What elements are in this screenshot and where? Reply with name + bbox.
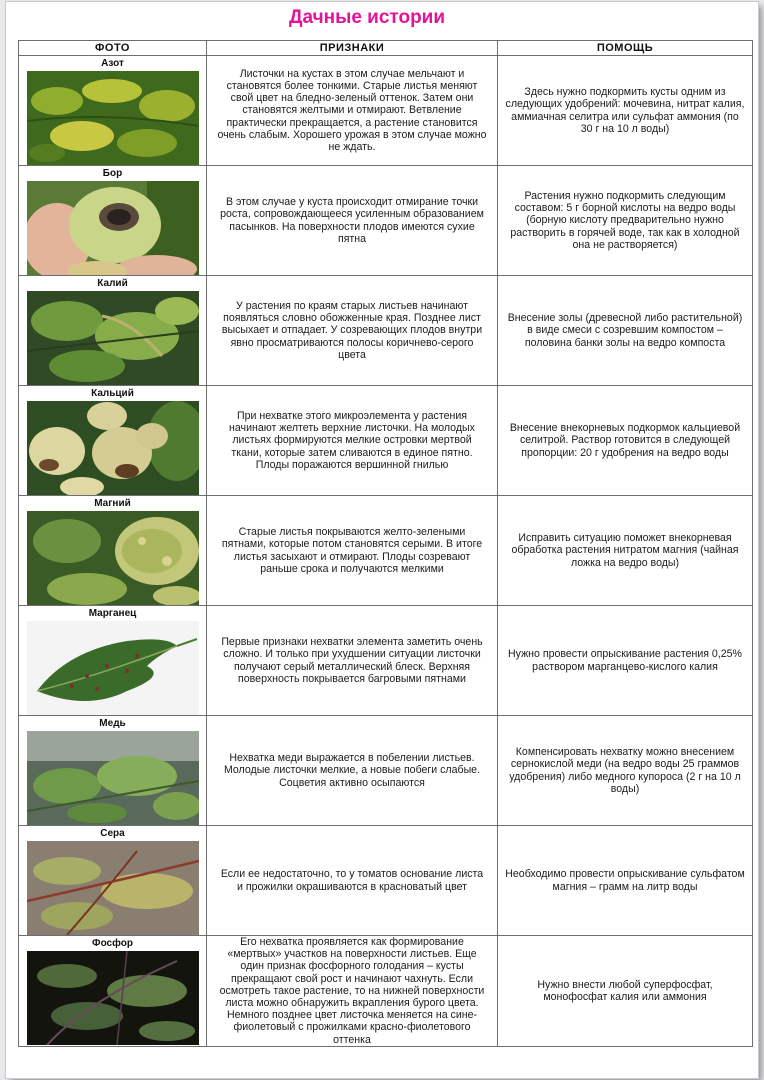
sulfur-photo bbox=[27, 841, 199, 935]
photo-cell bbox=[19, 386, 207, 496]
table-row bbox=[19, 826, 753, 936]
element-label: Кальций bbox=[91, 387, 134, 399]
table-row bbox=[19, 56, 753, 166]
header-signs: ПРИЗНАКИ bbox=[207, 41, 498, 56]
signs-cell bbox=[207, 276, 498, 386]
table-row bbox=[19, 496, 753, 606]
signs-text: При нехватке этого микроэлемента у растения начинают желтеть верхние листочки. На молодых листьях формируются мелкие островки мертвой ткани, которые затем сливаются в единое пятно. Плоды поражаются вершинной гнилью bbox=[229, 409, 475, 471]
signs-text: Старые листья покрываются желто-зелеными пятнами, которые потом становятся серыми. В итоге листья засыхают и отмирают. Плоды созревают раньше срока и получаются мелкими bbox=[221, 526, 483, 575]
page-sheet bbox=[6, 2, 758, 1078]
table-row bbox=[19, 166, 753, 276]
help-cell bbox=[498, 716, 753, 826]
signs-cell bbox=[207, 56, 498, 166]
signs-cell bbox=[207, 496, 498, 606]
help-cell bbox=[498, 386, 753, 496]
photo-cell bbox=[19, 496, 207, 606]
help-cell bbox=[498, 606, 753, 716]
photo-cell bbox=[19, 606, 207, 716]
nitrogen-photo bbox=[27, 71, 199, 165]
signs-text: Первые признаки нехватки элемента заметить очень сложно. И только при ухудшении ситуации листочки получают серый металлический блеск. Верхняя поверхность покрывается багровыми пятнами bbox=[221, 636, 483, 685]
help-text: Растения нужно подкормить следующим составом: 5 г борной кислоты на ведро воды (борную кислоту предварительно нужно растворить в горячей воде, так как в холодной она не растворяется) bbox=[510, 189, 740, 251]
phosphorus-photo bbox=[27, 951, 199, 1045]
magnesium-photo bbox=[27, 511, 199, 605]
help-text: Исправить ситуацию поможет внекорневая обработка растения нитратом магния (чайная ложка на ведро воды) bbox=[511, 532, 739, 569]
help-text: Компенсировать нехватку можно внесением сернокислой меди (на ведро воды 25 граммов удобрения) либо медного купороса (2 г на 10 л воды) bbox=[509, 746, 741, 795]
help-text: Внесение золы (древесной либо растительной) в виде смеси с созревшим компостом – половина банки золы на ведро компоста bbox=[507, 312, 743, 349]
photo-cell bbox=[19, 166, 207, 276]
table-row bbox=[19, 936, 753, 1047]
help-text: Внесение внекорневых подкормок кальциевой селитрой. Раствор готовится в следующей пропорции: 20 г удобрения на ведро воды bbox=[509, 422, 741, 459]
manganese-photo bbox=[27, 621, 199, 715]
copper-photo bbox=[27, 731, 199, 825]
boron-photo bbox=[27, 181, 199, 275]
help-text: Нужно внести любой суперфосфат, монофосфат калия или аммония bbox=[537, 978, 713, 1003]
signs-cell bbox=[207, 936, 498, 1047]
page-title: Дачные истории bbox=[288, 7, 446, 28]
signs-cell bbox=[207, 386, 498, 496]
potassium-photo bbox=[27, 291, 199, 385]
help-text: Нужно провести опрыскивание растения 0,25% раствором марганцево-кислого калия bbox=[508, 648, 742, 673]
element-label: Магний bbox=[94, 497, 131, 509]
help-cell bbox=[498, 496, 753, 606]
photo-cell bbox=[19, 276, 207, 386]
element-label: Калий bbox=[97, 277, 128, 289]
table-row bbox=[19, 276, 753, 386]
help-cell bbox=[498, 276, 753, 386]
signs-cell bbox=[207, 826, 498, 936]
help-text: Необходимо провести опрыскивание сульфатом магния – грамм на литр воды bbox=[505, 868, 745, 893]
help-cell bbox=[498, 826, 753, 936]
photo-cell bbox=[19, 826, 207, 936]
help-cell bbox=[498, 936, 753, 1047]
help-cell bbox=[498, 166, 753, 276]
element-label: Фосфор bbox=[92, 937, 133, 949]
element-label: Бор bbox=[102, 167, 123, 179]
table-row bbox=[19, 606, 753, 716]
table-header-row bbox=[19, 41, 753, 56]
deficiency-table bbox=[18, 40, 753, 1047]
element-label: Медь bbox=[99, 717, 126, 729]
calcium-photo bbox=[27, 401, 199, 495]
element-label: Сера bbox=[100, 827, 125, 839]
element-label: Марганец bbox=[88, 607, 137, 619]
help-text: Здесь нужно подкормить кусты одним из следующих удобрений: мочевина, нитрат калия, аммиачная селитра или сульфат аммония (по 30 г на 10 л воды) bbox=[505, 86, 745, 135]
element-label: Азот bbox=[101, 57, 124, 69]
photo-cell bbox=[19, 56, 207, 166]
photo-cell bbox=[19, 936, 207, 1047]
signs-cell bbox=[207, 716, 498, 826]
header-photo: ФОТО bbox=[19, 41, 207, 56]
signs-text: Нехватка меди выражается в побелении листьев. Молодые листочки мелкие, а новые побеги слабые. Соцветия активно осыпаются bbox=[223, 752, 481, 789]
signs-cell bbox=[207, 166, 498, 276]
signs-text: Если ее недостаточно, то у томатов основание листа и прожилки окрашиваются в красноватый цвет bbox=[220, 868, 484, 893]
table-row bbox=[19, 386, 753, 496]
photo-cell bbox=[19, 716, 207, 826]
signs-text: У растения по краям старых листьев начинают появляться словно обожженные края. Позднее лист высыхает и отпадает. У созревающих плодов внутри явно просматриваются полосы коричнево-серого цвета bbox=[221, 299, 483, 361]
signs-cell bbox=[207, 606, 498, 716]
signs-text: Листочки на кустах в этом случае мельчают и становятся более тонкими. Старые листья меняют свой цвет на бледно-зеленый оттенок. Затем они становятся желтыми и отмирают. Ветвление практически прекращается, а растение становится очень слабым. Хорошего урожая в этом случае можно не ждать. bbox=[217, 67, 487, 153]
signs-text: Его нехватка проявляется как формирование «мертвых» участков на поверхности листьев. Еще один признак фосфорного голодания – кусты прекращают свой рост и начинают чахнуть. Если осмотреть такое растение, то на нижней поверхности листа можно обнаружить вкрапления бурого цвета. Немного позднее цвет листочка меняется на сине-фиолетовый с прожилками красно-фиолетового оттенка bbox=[219, 936, 485, 1046]
table-row bbox=[19, 716, 753, 826]
signs-text: В этом случае у куста происходит отмирание точки роста, сопровождающееся усиленным образованием пасынков. На поверхности плодов имеются сухие пятна bbox=[220, 196, 484, 245]
help-cell bbox=[498, 56, 753, 166]
header-help: ПОМОЩЬ bbox=[498, 41, 753, 56]
